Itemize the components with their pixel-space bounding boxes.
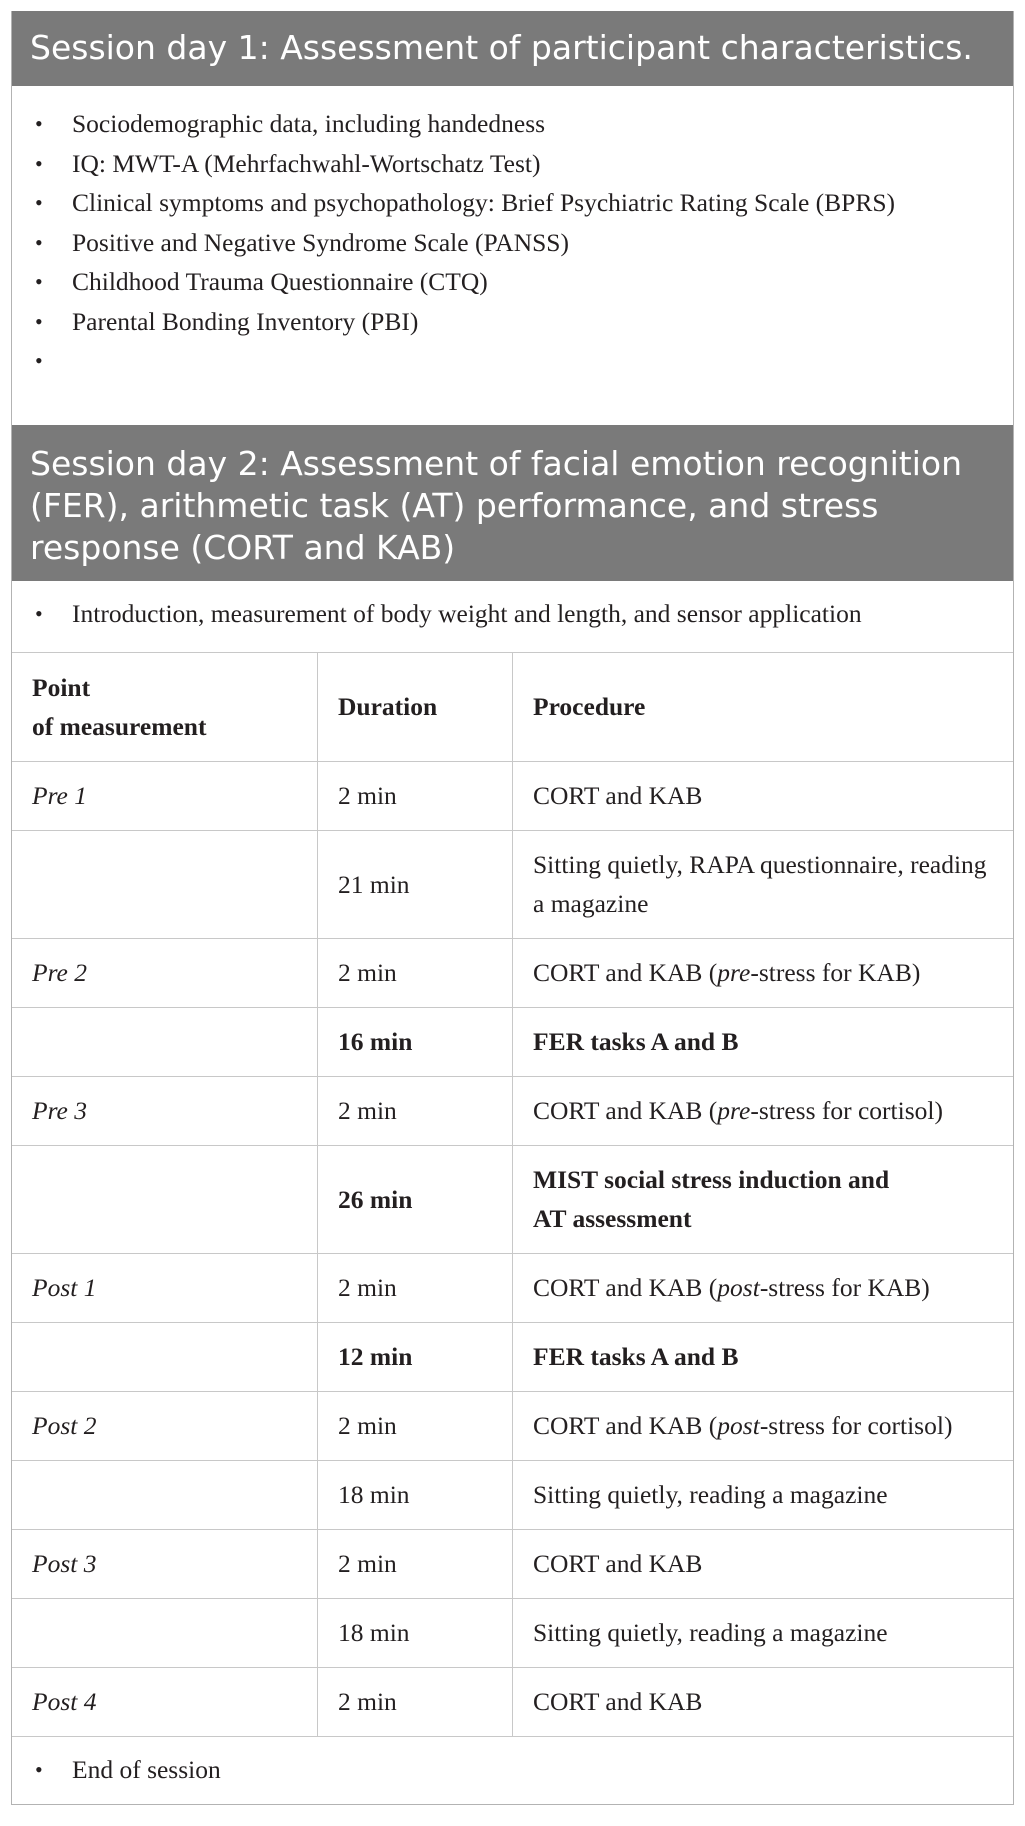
duration-cell: 12 min <box>318 1322 513 1391</box>
procedure-cell: CORT and KAB <box>513 1667 1014 1736</box>
procedure-cell: MIST social stress induction and AT assessment <box>513 1145 1014 1253</box>
duration-cell: 18 min <box>318 1598 513 1667</box>
session-day-2-end-list <box>12 1736 1013 1804</box>
bullet-icon: • <box>35 150 43 176</box>
session-day-1-list <box>12 86 1013 425</box>
table-row <box>12 1076 1013 1145</box>
procedure-cell: CORT and KAB (post-stress for KAB) <box>513 1253 1014 1322</box>
list-item: • Positive and Negative Syndrome Scale (PANSS) <box>12 223 1013 263</box>
point-cell: Post 2 <box>12 1391 318 1460</box>
procedure-cell: CORT and KAB <box>513 761 1014 830</box>
point-cell: Post 4 <box>12 1667 318 1736</box>
bullet-icon: • <box>35 348 43 373</box>
table-row <box>12 938 1013 1007</box>
table-row <box>12 1007 1013 1076</box>
column-header-procedure: Procedure <box>513 653 1014 761</box>
table-row <box>12 1391 1013 1460</box>
bullet-icon: • <box>35 229 43 255</box>
table-row <box>12 1667 1013 1736</box>
table-row <box>12 761 1013 830</box>
duration-cell: 2 min <box>318 761 513 830</box>
session-day-2-title: Session day 2: Assessment of facial emotion recognition (FER), arithmetic task (AT) performance, and stress response (CORT and KAB) <box>30 444 963 567</box>
table-row <box>12 1322 1013 1391</box>
duration-cell: 16 min <box>318 1007 513 1076</box>
list-item: • Childhood Trauma Questionnaire (CTQ) <box>12 262 1013 302</box>
list-item: • Sociodemographic data, including handedness <box>12 104 1013 144</box>
table-row <box>12 1253 1013 1322</box>
session-day-2-header <box>12 425 1013 581</box>
table-row <box>12 830 1013 938</box>
point-cell: Pre 3 <box>12 1076 318 1145</box>
duration-cell: 26 min <box>318 1145 513 1253</box>
point-cell <box>12 830 318 938</box>
list-item: • IQ: MWT-A (Mehrfachwahl-Wortschatz Test) <box>12 144 1013 184</box>
list-item: • Introduction, measurement of body weight and length, and sensor application <box>12 595 1013 633</box>
procedure-cell: CORT and KAB <box>513 1529 1014 1598</box>
point-cell <box>12 1322 318 1391</box>
point-cell <box>12 1145 318 1253</box>
list-item: • Clinical symptoms and psychopathology: Brief Psychiatric Rating Scale (BPRS) <box>12 183 1013 223</box>
procedure-cell: FER tasks A and B <box>513 1007 1014 1076</box>
list-item: • Parental Bonding Inventory (PBI) <box>12 302 1013 342</box>
session-day-2-intro-list <box>12 581 1013 653</box>
bullet-icon: • <box>35 601 43 626</box>
procedure-cell: CORT and KAB (pre-stress for KAB) <box>513 938 1014 1007</box>
protocol-document <box>11 11 1014 1805</box>
duration-cell: 2 min <box>318 1667 513 1736</box>
duration-cell: 18 min <box>318 1460 513 1529</box>
point-cell <box>12 1598 318 1667</box>
duration-cell: 21 min <box>318 830 513 938</box>
table-row <box>12 1529 1013 1598</box>
bullet-icon: • <box>35 308 43 334</box>
list-item: • End of session <box>12 1751 1013 1789</box>
duration-cell: 2 min <box>318 1253 513 1322</box>
table-row <box>12 1460 1013 1529</box>
bullet-icon: • <box>35 269 43 294</box>
procedure-cell: Sitting quietly, reading a magazine <box>513 1598 1014 1667</box>
point-cell <box>12 1460 318 1529</box>
measurement-schedule-table <box>12 653 1013 1736</box>
point-cell: Pre 2 <box>12 938 318 1007</box>
column-header-duration: Duration <box>318 653 513 761</box>
point-cell: Post 3 <box>12 1529 318 1598</box>
procedure-cell: CORT and KAB (pre-stress for cortisol) <box>513 1076 1014 1145</box>
bullet-icon: • <box>35 111 43 136</box>
duration-cell: 2 min <box>318 1076 513 1145</box>
table-row <box>12 1145 1013 1253</box>
point-cell: Post 1 <box>12 1253 318 1322</box>
table-row <box>12 1598 1013 1667</box>
duration-cell: 2 min <box>318 938 513 1007</box>
session-day-1-header <box>12 11 1013 86</box>
session-day-1-title: Session day 1: Assessment of participant characteristics. <box>30 28 973 67</box>
procedure-cell: Sitting quietly, RAPA questionnaire, reading a magazine <box>513 830 1014 938</box>
table-header-row <box>12 653 1013 761</box>
point-cell <box>12 1007 318 1076</box>
duration-cell: 2 min <box>318 1529 513 1598</box>
procedure-cell: CORT and KAB (post-stress for cortisol) <box>513 1391 1014 1460</box>
column-header-point: Point of measurement <box>12 653 318 761</box>
duration-cell: 2 min <box>318 1391 513 1460</box>
point-cell: Pre 1 <box>12 761 318 830</box>
procedure-cell: FER tasks A and B <box>513 1322 1014 1391</box>
bullet-icon: • <box>35 190 43 215</box>
procedure-cell: Sitting quietly, reading a magazine <box>513 1460 1014 1529</box>
bullet-icon: • <box>35 1757 43 1782</box>
